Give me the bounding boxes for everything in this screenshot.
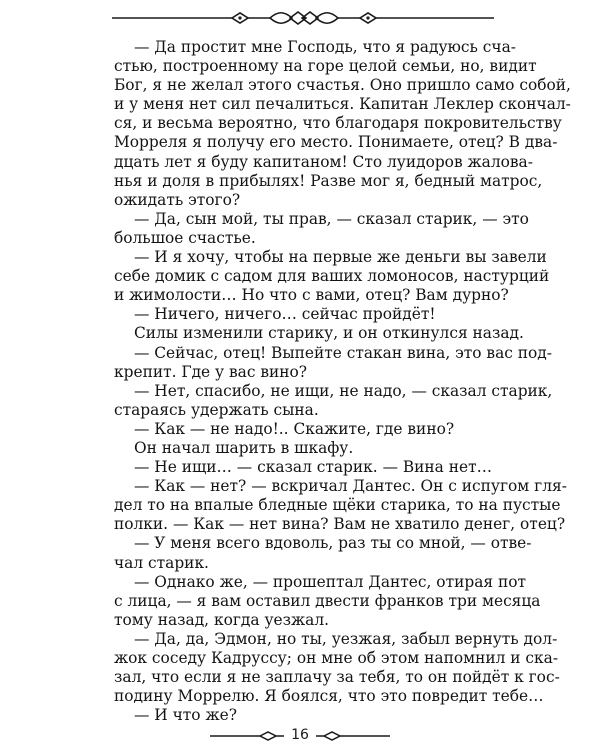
text-line: — И я хочу, чтобы на первые же деньги вы завели <box>134 248 547 267</box>
text-line: — Как — не надо!.. Скажите, где вино? <box>134 419 455 438</box>
paragraph-1 <box>114 38 571 210</box>
footer-ornament-left <box>210 726 288 746</box>
text-line: ожидать этого? <box>114 190 241 209</box>
paragraph-6 <box>114 343 552 382</box>
paragraph-13 <box>114 572 541 630</box>
text-line: чал старик. <box>114 553 209 572</box>
text-line: ся, и весьма вероятно, что благодаря покровительству <box>114 114 562 133</box>
text-line: стараясь удержать сына. <box>114 400 319 419</box>
page-footer <box>210 726 390 746</box>
text-line: — Сейчас, отец! Выпейте стакан вина, это вас под- <box>134 343 552 362</box>
text-line: — Нет, спасибо, не ищи, не надо, — сказал старик, <box>134 381 553 400</box>
paragraph-7 <box>114 381 553 420</box>
text-line: — Как — нет? — вскричал Дантес. Он с испугом гля- <box>134 477 567 496</box>
text-line: дцать лет я буду капитаном! Сто луидоров жалова- <box>114 152 533 171</box>
text-line: — Да простит мне Господь, что я радуюсь сча- <box>134 38 516 56</box>
text-line: зал, что если я не заплачу за тебя, то он пойдёт к гос- <box>114 668 560 687</box>
text-line: с лица, — я вам оставил двести франков три месяца <box>114 591 541 610</box>
text-line: и у меня нет сил печалиться. Капитан Леклер скончал- <box>114 95 571 114</box>
paragraph-10 <box>114 458 494 477</box>
text-line: Морреля я получу его место. Понимаете, отец? В два- <box>114 133 558 152</box>
text-line: — Да, да, Эдмон, но ты, уезжая, забыл вернуть дол- <box>134 629 558 648</box>
text-line: тому назад, когда уезжал. <box>114 610 330 629</box>
text-line: — И что же? <box>134 706 237 725</box>
text-line: — У меня всего вдоволь, раз ты со мной, — отве- <box>134 534 532 553</box>
top-ornament <box>112 8 494 28</box>
paragraph-15 <box>114 706 494 725</box>
paragraph-4 <box>114 305 494 324</box>
text-line: большое счастье. <box>114 228 256 247</box>
footer-ornament-right <box>312 726 390 746</box>
text-line: жок соседу Кадруссу; он мне об этом напомнил и ска- <box>114 649 559 667</box>
text-line: — Однако же, — прошептал Дантес, отирая пот <box>134 572 527 591</box>
paragraph-5 <box>114 324 524 343</box>
text-line: нья и доля в прибылях! Разве мог я, бедный матрос, <box>114 171 543 190</box>
text-line: стью, построенному на горе целой семьи, но, видит <box>114 57 537 76</box>
paragraph-2 <box>114 209 529 248</box>
text-line: полки. — Как — нет вина? Вам не хватило денег, отец? <box>114 515 566 534</box>
paragraph-8 <box>114 420 494 439</box>
text-line: и жимолости… Но что с вами, отец? Вам дурно? <box>114 286 509 305</box>
text-line: крепит. Где у вас вино? <box>114 362 308 381</box>
paragraph-14 <box>114 629 560 706</box>
paragraph-12 <box>114 534 532 572</box>
text-line: Он начал шарить в шкафу. <box>134 438 354 457</box>
text-line: — Да, сын мой, ты прав, — сказал старик, — это <box>134 209 529 228</box>
text-line: себе домик с садом для ваших ломоносов, настурций <box>114 267 550 286</box>
text-line: — Ничего, ничего… сейчас пройдёт! <box>134 305 436 324</box>
page-number: 16 <box>291 727 309 743</box>
text-line: подину Моррелю. Я боялся, что это повредит тебе… <box>114 687 544 706</box>
page-text <box>114 38 571 725</box>
paragraph-11 <box>114 477 567 534</box>
paragraph-9 <box>114 439 494 458</box>
text-line: дел то на впалые бледные щёки старика, то на пустые <box>114 496 561 515</box>
paragraph-3 <box>114 248 550 305</box>
text-line: Бог, я не желал этого счастья. Оно пришло само собой, <box>114 76 571 95</box>
text-line: — Не ищи… — сказал старик. — Вина нет… <box>134 458 493 477</box>
text-line: Силы изменили старику, и он откинулся назад. <box>134 324 524 343</box>
